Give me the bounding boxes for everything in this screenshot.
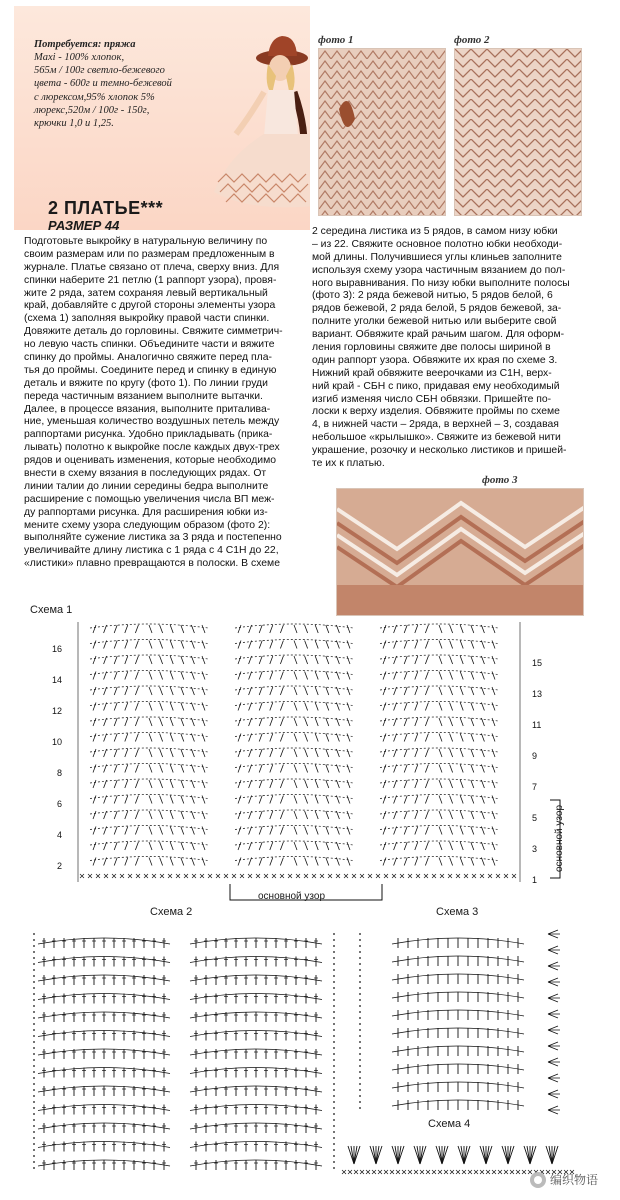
skirt-stripes-texture [337,489,584,616]
row-number-right: 9 [532,751,538,761]
row-number-left: 14 [51,675,62,685]
watermark [530,1171,598,1188]
text-line: лоски к верху изделия. Обвяжите проймы по схеме [312,406,560,418]
text-line: рядов бежевой, 2 ряда белой, 5 рядов бежевой, за- [312,303,562,315]
text-line: ления горловины свяжите две полосы шириной в [312,342,551,354]
text-line: переда частичным вязанием выполните вытачки. [24,390,263,402]
text-line: 2 середина листика из 5 рядов, в самом низу юбки [312,226,558,237]
text-line: украшение, розочку и несколько листиков и пришей- [312,445,567,457]
text-line: – из 22. Свяжите основное полотно юбки необходи- [312,238,563,250]
row-number-left: 6 [56,799,62,809]
schema2-chart [30,924,340,1180]
schema2-label: Схема 2 [150,906,193,918]
row-number-right: 13 [532,689,543,699]
requirements-line: с люрексом,95% хлопок 5% [34,91,155,103]
photo1-label: фото 1 [318,34,354,46]
text-line: Далее, в процессе вязания, выполните приталива- [24,403,271,415]
instructions-right-column [312,226,596,471]
requirements-block [34,38,198,130]
schema3-chart [352,924,578,1124]
row-number-right: 5 [532,813,538,823]
text-line: те их к платью. [312,458,385,470]
requirements-line: Потребуется: пряжа [34,39,136,50]
lace-texture-1 [319,49,446,216]
text-line: ду раппортами рисунка. Для расширения юбки из- [24,506,268,518]
text-line: своим размерам или по размерам предложенным в [24,248,275,260]
text-line: (схема 1) заполняя выкройку правой части спинки. [24,313,270,325]
requirements-line: Maxi - 100% хлопок, [34,52,125,64]
text-line: деталь и вяжите по кругу (фото 1). По линии груди [24,377,268,389]
text-line: один раппорт узора. Обвяжите их края по схеме 3. [312,354,558,366]
text-line: жите 2 ряда, затем сохраняя левый вертикальный [24,287,268,299]
text-line: спинку до проймы. Аналогично свяжите перед пла- [24,352,272,364]
row-number-left: 10 [51,737,62,747]
text-line: 4, в нижней части – 2ряда, в верхней – 3, создавая [312,419,559,431]
schema3-label: Схема 3 [436,906,479,918]
requirements-line: 565м / 100г светло-бежевого [34,65,165,77]
photo1 [318,48,446,216]
text-line: «листики» плавно превращаются в полоски. В схеме [24,558,280,570]
watermark-text: 编织物语 [549,1173,598,1187]
instructions-left-column [24,236,308,571]
text-line: тья до проймы. Соедините перед и спинку в единую [24,364,277,376]
text-line: небольшое «крылышко». Свяжите из бежевой нити [312,432,561,444]
text-line: рядов и оценивать изменения, которые необходимо [24,455,276,467]
text-line: используя схему узора частичным вязанием до пол- [312,264,566,276]
text-line: внести в схему вязания в последующих рядах. От [24,468,267,480]
page-title: 2 ПЛАТЬЕ*** [48,198,164,218]
schema4-label: Схема 4 [428,1118,471,1130]
main-pattern-vertical-label: основной узор [554,804,565,872]
photo3 [336,488,584,616]
schema1-chart [30,612,590,912]
text-line: журнале. Платье связано от плеча, сверху вниз. Для [24,261,280,273]
requirements-line: крючки 1,0 и 1,25. [34,117,114,129]
text-line: увеличивайте длину листика с 1 ряда с 4 С1Н до 22, [24,545,279,557]
row-number-left: 12 [51,706,62,716]
lace-texture-2 [455,49,582,216]
row-number-left: 16 [51,644,62,654]
text-line: выполняйте сужение листика за 3 ряда и постепенно [24,532,282,544]
row-number-right: 7 [532,782,538,792]
row-number-right: 3 [532,844,538,854]
size-label: РАЗМЕР 44 [48,218,120,233]
photo2 [454,48,582,216]
text-line: ного выравнивания. По низу юбки выполните полосы [312,277,570,289]
text-line: полните уголки бежевой нитью или выберите свой [312,316,557,328]
requirements-line: цвета - 600г и темно-бежевой [34,78,172,90]
text-line: Нижний край обвяжите веерочками из С1Н, верх- [312,367,552,379]
row-number-left: 8 [56,768,62,778]
text-line: мените схему узора следующим образом (фото 2): [24,519,271,531]
row-number-right: 11 [532,720,542,730]
row-number-right: 1 [532,875,538,885]
text-line: мой длины. Получившиеся углы клиньев заполните [312,251,562,263]
photo2-label: фото 2 [454,34,490,46]
wechat-icon [530,1172,546,1188]
text-line: край, добавляйте с другой стороны элементы узора [24,300,276,312]
text-line: вариант. Обвяжите край рачьим шагом. Для оформ- [312,329,565,341]
text-line: расширение с помощью увеличения числа ВП меж- [24,493,275,505]
requirements-line: люрекс,520м / 100г - 150г, [34,104,150,116]
text-line: ний край - СБН с пико, придавая ему необходимый [312,380,560,392]
text-line: ние, уменьшая количество воздушных петель между [24,416,280,428]
schema1-label: Схема 1 [30,604,73,616]
photo3-label: фото 3 [482,474,518,486]
row-number-left: 2 [56,861,62,871]
text-line: раппортами рисунка. Удобно прикладывать (прика- [24,429,273,441]
row-number-left: 4 [56,830,62,840]
text-line: линии талии до линии середины бедра выполните [24,480,269,492]
text-line: лывать) полотно к выкройке после каждых двух-трех [24,442,280,454]
text-line: Подготовьте выкройку в натуральную величину по [24,236,268,247]
text-line: (фото 3): 2 ряда бежевой нитью, 5 рядов белой, 6 [312,290,553,302]
text-line: изгиб изменяя число СБН обвязки. Пришейте по- [312,393,552,405]
text-line: но левую часть спинки. Объедините части и вяжите [24,339,275,351]
text-line: Довяжите деталь до горловины. Свяжите симметрич- [24,326,283,338]
main-pattern-label: основной узор [258,891,326,902]
row-number-right: 15 [532,658,543,668]
text-line: спинки наберите 21 петлю (1 раппорт узора), провя- [24,274,277,286]
